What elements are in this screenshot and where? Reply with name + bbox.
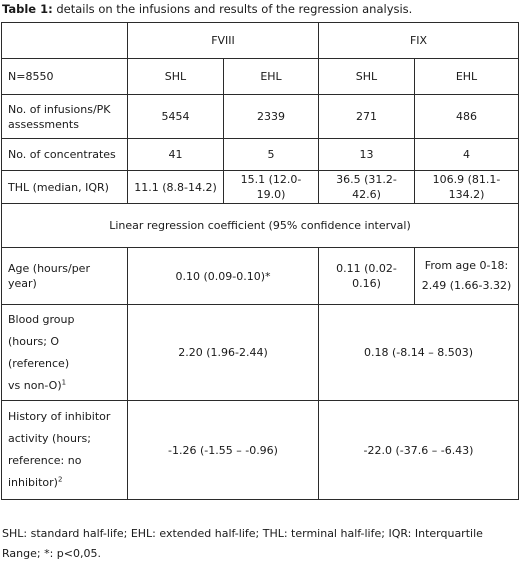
inhibitor-label-line4 [8,472,121,494]
footnote-line2: Range; *: p<0,05. [2,547,101,560]
thl-shl-fix: 36.5 (31.2-42.6) [319,171,415,204]
blood-group-label-line1: Blood group [8,312,75,326]
inhibitor-label-line2: activity (hours; [8,432,91,445]
n-label: N=8550 [2,59,128,95]
corner-cell [2,23,128,59]
infusions-ehl-fviii: 2339 [224,95,319,139]
infusions-shl-fviii: 5454 [128,95,224,139]
subheader-shl-fix: SHL [319,59,415,95]
blood-group-label-line3-text: vs non-O) [8,378,62,392]
blood-group-label [2,305,128,401]
concentrates-ehl-fviii: 5 [224,139,319,171]
caption-text: details on the infusions and results of the regression analysis. [52,2,413,16]
blood-group-footnote-mark: 1 [61,377,67,386]
header-fix: FIX [319,23,519,59]
age-fix-ehl-line2: 2.49 (1.66-3.32) [421,279,512,292]
regression-title: Linear regression coefficient (95% confidence interval) [2,204,519,248]
results-table [1,22,519,500]
thl-shl-fviii: 11.1 (8.8-14.2) [128,171,224,204]
age-fix-shl: 0.11 (0.02-0.16) [319,248,415,305]
thl-ehl-fviii: 15.1 (12.0-19.0) [224,171,319,204]
blood-group-fviii: 2.20 (1.96-2.44) [128,305,319,401]
age-fix-ehl-line1: From age 0-18: [424,259,509,272]
inhibitor-label-line3: reference: no [8,454,82,467]
concentrates-ehl-fix: 4 [415,139,519,171]
subheader-ehl-fviii: EHL [224,59,319,95]
header-fviii: FVIII [128,23,319,59]
footnote-line1: SHL: standard half-life; EHL: extended half-life; THL: terminal half-life; IQR: Interquartile [2,527,483,540]
inhibitor-footnote-mark: 2 [57,475,63,484]
inhibitor-fviii: -1.26 (-1.55 – -0.96) [128,401,319,500]
concentrates-label: No. of concentrates [2,139,128,171]
table-caption [2,1,412,17]
thl-ehl-fix: 106.9 (81.1-134.2) [415,171,519,204]
caption-label: Table 1: [2,2,53,16]
blood-group-label-line3 [8,375,121,397]
inhibitor-label [2,401,128,500]
thl-label: THL (median, IQR) [2,171,128,204]
age-fviii: 0.10 (0.09-0.10)* [128,248,319,305]
inhibitor-fix: -22.0 (-37.6 – -6.43) [319,401,519,500]
concentrates-shl-fix: 13 [319,139,415,171]
age-label: Age (hours/per year) [2,248,128,305]
concentrates-shl-fviii: 41 [128,139,224,171]
subheader-ehl-fix: EHL [415,59,519,95]
blood-group-fix: 0.18 (-8.14 – 8.503) [319,305,519,401]
infusions-label: No. of infusions/PK assessments [2,95,128,139]
table-footnote [2,524,517,564]
inhibitor-label-line1: History of inhibitor [8,410,111,423]
subheader-shl-fviii: SHL [128,59,224,95]
infusions-ehl-fix: 486 [415,95,519,139]
infusions-shl-fix: 271 [319,95,415,139]
inhibitor-label-line4-text: inhibitor) [8,476,58,489]
age-fix-ehl [415,248,519,305]
blood-group-label-line2: (hours; O (reference) [8,334,70,370]
